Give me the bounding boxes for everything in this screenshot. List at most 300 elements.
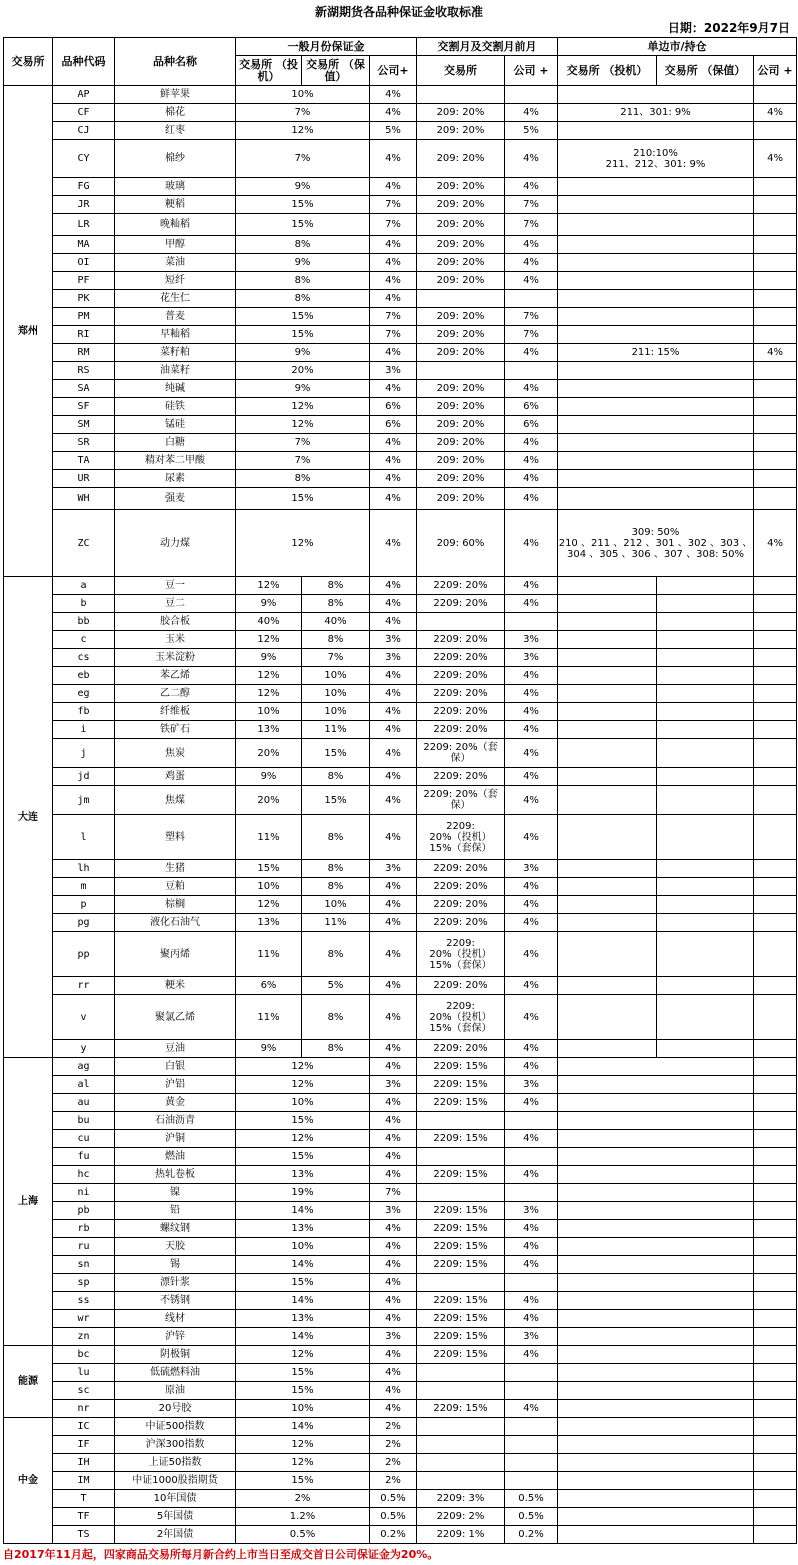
table-row xyxy=(4,896,797,914)
unilateral-company-cell xyxy=(754,631,797,649)
company-plus-cell: 4% xyxy=(370,721,417,739)
name-cell: 花生仁 xyxy=(115,290,236,308)
company-plus-cell: 3% xyxy=(370,1076,417,1094)
delivery-exch-cell: 209: 20% xyxy=(417,344,505,362)
code-cell: hc xyxy=(53,1166,115,1184)
code-cell: b xyxy=(53,595,115,613)
code-cell: ru xyxy=(53,1238,115,1256)
name-cell: 菜油 xyxy=(115,254,236,272)
company-plus-cell: 6% xyxy=(370,416,417,434)
unilateral-company-cell xyxy=(754,667,797,685)
delivery-company-cell xyxy=(505,290,558,308)
code-cell: pg xyxy=(53,914,115,932)
company-plus-cell: 4% xyxy=(370,1238,417,1256)
code-cell: WH xyxy=(53,488,115,510)
exchange-cell: 能源 xyxy=(4,1346,53,1418)
delivery-exch-cell: 209: 20% xyxy=(417,434,505,452)
delivery-company-cell xyxy=(505,1148,558,1166)
company-plus-cell: 4% xyxy=(370,434,417,452)
unilateral-company-cell xyxy=(754,896,797,914)
code-cell: SF xyxy=(53,398,115,416)
unilateral-exch-cell xyxy=(558,254,754,272)
company-plus-cell: 4% xyxy=(370,86,417,104)
name-cell: 白银 xyxy=(115,1058,236,1076)
delivery-exch-cell xyxy=(417,1436,505,1454)
delivery-company-cell: 4% xyxy=(505,815,558,860)
name-cell: 白糖 xyxy=(115,434,236,452)
delivery-exch-cell: 2209: 20% xyxy=(417,768,505,786)
delivery-exch-cell xyxy=(417,1364,505,1382)
code-cell: SM xyxy=(53,416,115,434)
table-row xyxy=(4,380,797,398)
name-cell: 锡 xyxy=(115,1256,236,1274)
exch-margin-cell: 15% xyxy=(236,488,370,510)
company-plus-cell: 4% xyxy=(370,236,417,254)
company-plus-cell: 4% xyxy=(370,1130,417,1148)
delivery-company-cell: 4% xyxy=(505,1238,558,1256)
exch-hedge-cell: 8% xyxy=(302,595,370,613)
code-cell: v xyxy=(53,995,115,1040)
table-row xyxy=(4,236,797,254)
code-cell: RI xyxy=(53,326,115,344)
exch-margin-cell: 10% xyxy=(236,1238,370,1256)
code-cell: jm xyxy=(53,786,115,815)
code-cell: pp xyxy=(53,932,115,977)
delivery-exch-cell: 209: 20% xyxy=(417,416,505,434)
name-cell: 精对苯二甲酸 xyxy=(115,452,236,470)
unilateral-hedge-cell xyxy=(657,878,754,896)
code-cell: PM xyxy=(53,308,115,326)
delivery-company-cell: 4% xyxy=(505,1130,558,1148)
table-row xyxy=(4,667,797,685)
company-plus-cell: 4% xyxy=(370,1310,417,1328)
delivery-exch-cell xyxy=(417,1454,505,1472)
table-row xyxy=(4,1256,797,1274)
company-plus-cell: 6% xyxy=(370,398,417,416)
unilateral-company-cell xyxy=(754,739,797,768)
table-row xyxy=(4,577,797,595)
delivery-company-cell: 4% xyxy=(505,178,558,196)
code-cell: fu xyxy=(53,1148,115,1166)
code-cell: jd xyxy=(53,768,115,786)
unilateral-spec-cell xyxy=(558,613,657,631)
header-delivery-exch: 交易所 xyxy=(417,56,505,86)
company-plus-cell: 3% xyxy=(370,362,417,380)
code-cell: rr xyxy=(53,977,115,995)
code-cell: rb xyxy=(53,1220,115,1238)
exchange-cell: 上海 xyxy=(4,1058,53,1346)
delivery-exch-cell: 2209: 20% xyxy=(417,860,505,878)
exch-hedge-cell: 8% xyxy=(302,995,370,1040)
exch-margin-cell: 10% xyxy=(236,1094,370,1112)
delivery-company-cell xyxy=(505,1382,558,1400)
code-cell: RM xyxy=(53,344,115,362)
delivery-exch-cell xyxy=(417,1112,505,1130)
delivery-exch-cell: 2209: 15% xyxy=(417,1310,505,1328)
unilateral-spec-cell xyxy=(558,896,657,914)
delivery-exch-cell xyxy=(417,1472,505,1490)
table-row xyxy=(4,510,797,577)
exch-margin-cell: 14% xyxy=(236,1292,370,1310)
delivery-company-cell: 6% xyxy=(505,398,558,416)
code-cell: IH xyxy=(53,1454,115,1472)
header-uni-exch-spec: 交易所 （投机） xyxy=(558,56,657,86)
table-row xyxy=(4,1454,797,1472)
table-row xyxy=(4,631,797,649)
exch-hedge-cell: 8% xyxy=(302,815,370,860)
table-row xyxy=(4,1418,797,1436)
delivery-exch-cell: 2209: 15% xyxy=(417,1076,505,1094)
code-cell: j xyxy=(53,739,115,768)
table-row xyxy=(4,768,797,786)
company-plus-cell: 4% xyxy=(370,595,417,613)
table-row xyxy=(4,860,797,878)
exch-spec-cell: 12% xyxy=(236,577,302,595)
name-cell: 红枣 xyxy=(115,122,236,140)
company-plus-cell: 4% xyxy=(370,1040,417,1058)
unilateral-company-cell xyxy=(754,1148,797,1166)
company-plus-cell: 4% xyxy=(370,815,417,860)
name-cell: 液化石油气 xyxy=(115,914,236,932)
unilateral-exch-cell xyxy=(558,1094,754,1112)
delivery-exch-cell: 2209: 15% xyxy=(417,1202,505,1220)
exch-hedge-cell: 8% xyxy=(302,768,370,786)
delivery-exch-cell xyxy=(417,362,505,380)
unilateral-company-cell xyxy=(754,196,797,214)
exch-margin-cell: 7% xyxy=(236,140,370,178)
company-plus-cell: 4% xyxy=(370,104,417,122)
code-cell: al xyxy=(53,1076,115,1094)
company-plus-cell: 4% xyxy=(370,254,417,272)
delivery-company-cell: 4% xyxy=(505,878,558,896)
delivery-exch-cell: 209: 20% xyxy=(417,236,505,254)
name-cell: 镍 xyxy=(115,1184,236,1202)
delivery-exch-cell: 2209: 20% xyxy=(417,577,505,595)
code-cell: UR xyxy=(53,470,115,488)
unilateral-hedge-cell xyxy=(657,786,754,815)
unilateral-company-cell: 4% xyxy=(754,140,797,178)
unilateral-exch-cell xyxy=(558,214,754,236)
unilateral-company-cell xyxy=(754,86,797,104)
name-cell: 早籼稻 xyxy=(115,326,236,344)
exch-hedge-cell: 8% xyxy=(302,577,370,595)
unilateral-spec-cell xyxy=(558,649,657,667)
delivery-company-cell: 5% xyxy=(505,122,558,140)
delivery-company-cell: 4% xyxy=(505,272,558,290)
code-cell: l xyxy=(53,815,115,860)
unilateral-hedge-cell xyxy=(657,667,754,685)
delivery-company-cell: 4% xyxy=(505,488,558,510)
code-cell: OI xyxy=(53,254,115,272)
company-plus-cell: 4% xyxy=(370,1274,417,1292)
delivery-exch-cell: 2209: 1% xyxy=(417,1526,505,1544)
unilateral-hedge-cell xyxy=(657,613,754,631)
delivery-company-cell: 4% xyxy=(505,470,558,488)
delivery-company-cell: 4% xyxy=(505,595,558,613)
name-cell: 玉米淀粉 xyxy=(115,649,236,667)
exch-margin-cell: 15% xyxy=(236,1364,370,1382)
delivery-exch-cell: 2209: 15% xyxy=(417,1166,505,1184)
unilateral-spec-cell xyxy=(558,995,657,1040)
table-row xyxy=(4,1382,797,1400)
name-cell: 阴极铜 xyxy=(115,1346,236,1364)
unilateral-exch-cell xyxy=(558,1238,754,1256)
unilateral-exch-cell: 309: 50% 210 、211 、212 、301 、302 、303 、 304 、305 、306 、307 、308: 50% xyxy=(558,510,754,577)
table-row xyxy=(4,1472,797,1490)
unilateral-exch-cell: 211、301: 9% xyxy=(558,104,754,122)
name-cell: 上证50指数 xyxy=(115,1454,236,1472)
delivery-exch-cell: 2209: 20% xyxy=(417,649,505,667)
exch-spec-cell: 13% xyxy=(236,914,302,932)
delivery-exch-cell xyxy=(417,1418,505,1436)
exch-margin-cell: 12% xyxy=(236,398,370,416)
delivery-company-cell: 4% xyxy=(505,434,558,452)
delivery-exch-cell: 2209: 20% xyxy=(417,896,505,914)
exch-hedge-cell: 5% xyxy=(302,977,370,995)
table-row xyxy=(4,452,797,470)
code-cell: CY xyxy=(53,140,115,178)
unilateral-exch-cell xyxy=(558,1112,754,1130)
unilateral-exch-cell xyxy=(558,1166,754,1184)
delivery-exch-cell: 2209: 20% xyxy=(417,878,505,896)
unilateral-exch-cell xyxy=(558,1130,754,1148)
exch-spec-cell: 40% xyxy=(236,613,302,631)
unilateral-exch-cell xyxy=(558,380,754,398)
delivery-exch-cell: 209: 20% xyxy=(417,488,505,510)
name-cell: 短纤 xyxy=(115,272,236,290)
delivery-company-cell xyxy=(505,1274,558,1292)
table-row xyxy=(4,362,797,380)
company-plus-cell: 2% xyxy=(370,1472,417,1490)
unilateral-exch-cell xyxy=(558,1526,754,1544)
exch-spec-cell: 11% xyxy=(236,932,302,977)
delivery-company-cell: 4% xyxy=(505,703,558,721)
unilateral-spec-cell xyxy=(558,860,657,878)
name-cell: 聚丙烯 xyxy=(115,932,236,977)
table-row xyxy=(4,122,797,140)
header-name: 品种名称 xyxy=(115,38,236,86)
unilateral-spec-cell xyxy=(558,786,657,815)
delivery-company-cell: 4% xyxy=(505,768,558,786)
exch-spec-cell: 20% xyxy=(236,739,302,768)
name-cell: 中证500指数 xyxy=(115,1418,236,1436)
company-plus-cell: 4% xyxy=(370,1112,417,1130)
delivery-company-cell: 4% xyxy=(505,1220,558,1238)
unilateral-company-cell xyxy=(754,416,797,434)
unilateral-exch-cell xyxy=(558,272,754,290)
company-plus-cell: 4% xyxy=(370,488,417,510)
unilateral-hedge-cell xyxy=(657,896,754,914)
unilateral-exch-cell xyxy=(558,1220,754,1238)
delivery-company-cell: 4% xyxy=(505,104,558,122)
name-cell: 原油 xyxy=(115,1382,236,1400)
unilateral-spec-cell xyxy=(558,667,657,685)
table-row xyxy=(4,1508,797,1526)
delivery-exch-cell: 209: 20% xyxy=(417,308,505,326)
unilateral-exch-cell xyxy=(558,488,754,510)
unilateral-company-cell xyxy=(754,786,797,815)
table-row xyxy=(4,344,797,362)
company-plus-cell: 4% xyxy=(370,685,417,703)
exch-margin-cell: 15% xyxy=(236,1382,370,1400)
unilateral-company-cell xyxy=(754,613,797,631)
name-cell: 尿素 xyxy=(115,470,236,488)
table-row xyxy=(4,470,797,488)
unilateral-spec-cell xyxy=(558,595,657,613)
exch-margin-cell: 15% xyxy=(236,1148,370,1166)
exch-margin-cell: 13% xyxy=(236,1166,370,1184)
exch-margin-cell: 20% xyxy=(236,362,370,380)
table-row xyxy=(4,1202,797,1220)
exch-margin-cell: 1.2% xyxy=(236,1508,370,1526)
name-cell: 沪深300指数 xyxy=(115,1436,236,1454)
code-cell: nr xyxy=(53,1400,115,1418)
name-cell: 豆一 xyxy=(115,577,236,595)
margin-table xyxy=(3,37,797,1544)
unilateral-spec-cell xyxy=(558,977,657,995)
company-plus-cell: 4% xyxy=(370,1346,417,1364)
table-row xyxy=(4,739,797,768)
table-row xyxy=(4,398,797,416)
table-row xyxy=(4,815,797,860)
unilateral-company-cell xyxy=(754,254,797,272)
delivery-exch-cell: 2209: 20% xyxy=(417,721,505,739)
unilateral-exch-cell xyxy=(558,290,754,308)
delivery-company-cell: 4% xyxy=(505,1400,558,1418)
delivery-exch-cell xyxy=(417,1184,505,1202)
unilateral-exch-cell xyxy=(558,416,754,434)
unilateral-company-cell xyxy=(754,995,797,1040)
unilateral-company-cell xyxy=(754,1310,797,1328)
exch-margin-cell: 15% xyxy=(236,1274,370,1292)
exch-spec-cell: 12% xyxy=(236,685,302,703)
table-row xyxy=(4,649,797,667)
delivery-company-cell: 3% xyxy=(505,1328,558,1346)
unilateral-exch-cell xyxy=(558,1184,754,1202)
exch-hedge-cell: 11% xyxy=(302,721,370,739)
header-general-group: 一般月份保证金 xyxy=(236,38,417,56)
unilateral-exch-cell xyxy=(558,1076,754,1094)
unilateral-exch-cell xyxy=(558,1454,754,1472)
unilateral-exch-cell xyxy=(558,434,754,452)
exch-hedge-cell: 8% xyxy=(302,860,370,878)
delivery-company-cell: 4% xyxy=(505,786,558,815)
name-cell: 粳稻 xyxy=(115,196,236,214)
name-cell: 沪锌 xyxy=(115,1328,236,1346)
code-cell: p xyxy=(53,896,115,914)
unilateral-spec-cell xyxy=(558,739,657,768)
unilateral-exch-cell xyxy=(558,1472,754,1490)
exch-margin-cell: 15% xyxy=(236,308,370,326)
name-cell: 胶合板 xyxy=(115,613,236,631)
name-cell: 强麦 xyxy=(115,488,236,510)
delivery-company-cell: 4% xyxy=(505,1094,558,1112)
name-cell: 菜籽粕 xyxy=(115,344,236,362)
company-plus-cell: 4% xyxy=(370,878,417,896)
table-row xyxy=(4,1292,797,1310)
code-cell: fb xyxy=(53,703,115,721)
exch-hedge-cell: 15% xyxy=(302,739,370,768)
company-plus-cell: 7% xyxy=(370,1184,417,1202)
exch-hedge-cell: 7% xyxy=(302,649,370,667)
unilateral-spec-cell xyxy=(558,914,657,932)
unilateral-company-cell xyxy=(754,815,797,860)
company-plus-cell: 3% xyxy=(370,1202,417,1220)
unilateral-exch-cell xyxy=(558,1400,754,1418)
company-plus-cell: 7% xyxy=(370,214,417,236)
exch-margin-cell: 12% xyxy=(236,122,370,140)
unilateral-exch-cell xyxy=(558,1382,754,1400)
name-cell: 石油沥青 xyxy=(115,1112,236,1130)
unilateral-spec-cell xyxy=(558,685,657,703)
exch-margin-cell: 12% xyxy=(236,510,370,577)
table-row xyxy=(4,1436,797,1454)
delivery-exch-cell: 209: 20% xyxy=(417,398,505,416)
exch-margin-cell: 0.5% xyxy=(236,1526,370,1544)
table-row xyxy=(4,434,797,452)
unilateral-exch-cell xyxy=(558,1310,754,1328)
table-row xyxy=(4,1274,797,1292)
name-cell: 豆粕 xyxy=(115,878,236,896)
name-cell: 塑料 xyxy=(115,815,236,860)
unilateral-company-cell xyxy=(754,1346,797,1364)
name-cell: 硅铁 xyxy=(115,398,236,416)
delivery-exch-cell xyxy=(417,1148,505,1166)
code-cell: bu xyxy=(53,1112,115,1130)
delivery-company-cell: 4% xyxy=(505,1256,558,1274)
delivery-company-cell: 0.2% xyxy=(505,1526,558,1544)
exch-margin-cell: 9% xyxy=(236,254,370,272)
exchange-cell: 中金 xyxy=(4,1418,53,1544)
name-cell: 铅 xyxy=(115,1202,236,1220)
exch-margin-cell: 12% xyxy=(236,1058,370,1076)
table-row xyxy=(4,196,797,214)
delivery-company-cell xyxy=(505,1454,558,1472)
code-cell: TA xyxy=(53,452,115,470)
unilateral-exch-cell xyxy=(558,122,754,140)
delivery-exch-cell: 2209: 15% xyxy=(417,1400,505,1418)
delivery-company-cell: 3% xyxy=(505,1076,558,1094)
company-plus-cell: 3% xyxy=(370,649,417,667)
exch-spec-cell: 9% xyxy=(236,768,302,786)
name-cell: 漂针浆 xyxy=(115,1274,236,1292)
delivery-exch-cell: 2209: 20% xyxy=(417,914,505,932)
unilateral-company-cell xyxy=(754,214,797,236)
unilateral-company-cell xyxy=(754,1040,797,1058)
table-row xyxy=(4,1310,797,1328)
unilateral-exch-cell xyxy=(558,236,754,254)
delivery-exch-cell: 209: 20% xyxy=(417,470,505,488)
delivery-company-cell: 4% xyxy=(505,380,558,398)
delivery-company-cell: 4% xyxy=(505,739,558,768)
delivery-exch-cell: 209: 20% xyxy=(417,380,505,398)
header-uni-company: 公司 + xyxy=(754,56,797,86)
company-plus-cell: 2% xyxy=(370,1436,417,1454)
code-cell: T xyxy=(53,1490,115,1508)
unilateral-company-cell xyxy=(754,1508,797,1526)
delivery-exch-cell: 2209: 15% xyxy=(417,1292,505,1310)
delivery-company-cell xyxy=(505,86,558,104)
company-plus-cell: 4% xyxy=(370,1220,417,1238)
unilateral-company-cell xyxy=(754,1454,797,1472)
unilateral-company-cell xyxy=(754,1328,797,1346)
code-cell: sp xyxy=(53,1274,115,1292)
unilateral-hedge-cell xyxy=(657,768,754,786)
delivery-company-cell: 7% xyxy=(505,326,558,344)
code-cell: eb xyxy=(53,667,115,685)
unilateral-exch-cell xyxy=(558,1202,754,1220)
exch-hedge-cell: 10% xyxy=(302,685,370,703)
